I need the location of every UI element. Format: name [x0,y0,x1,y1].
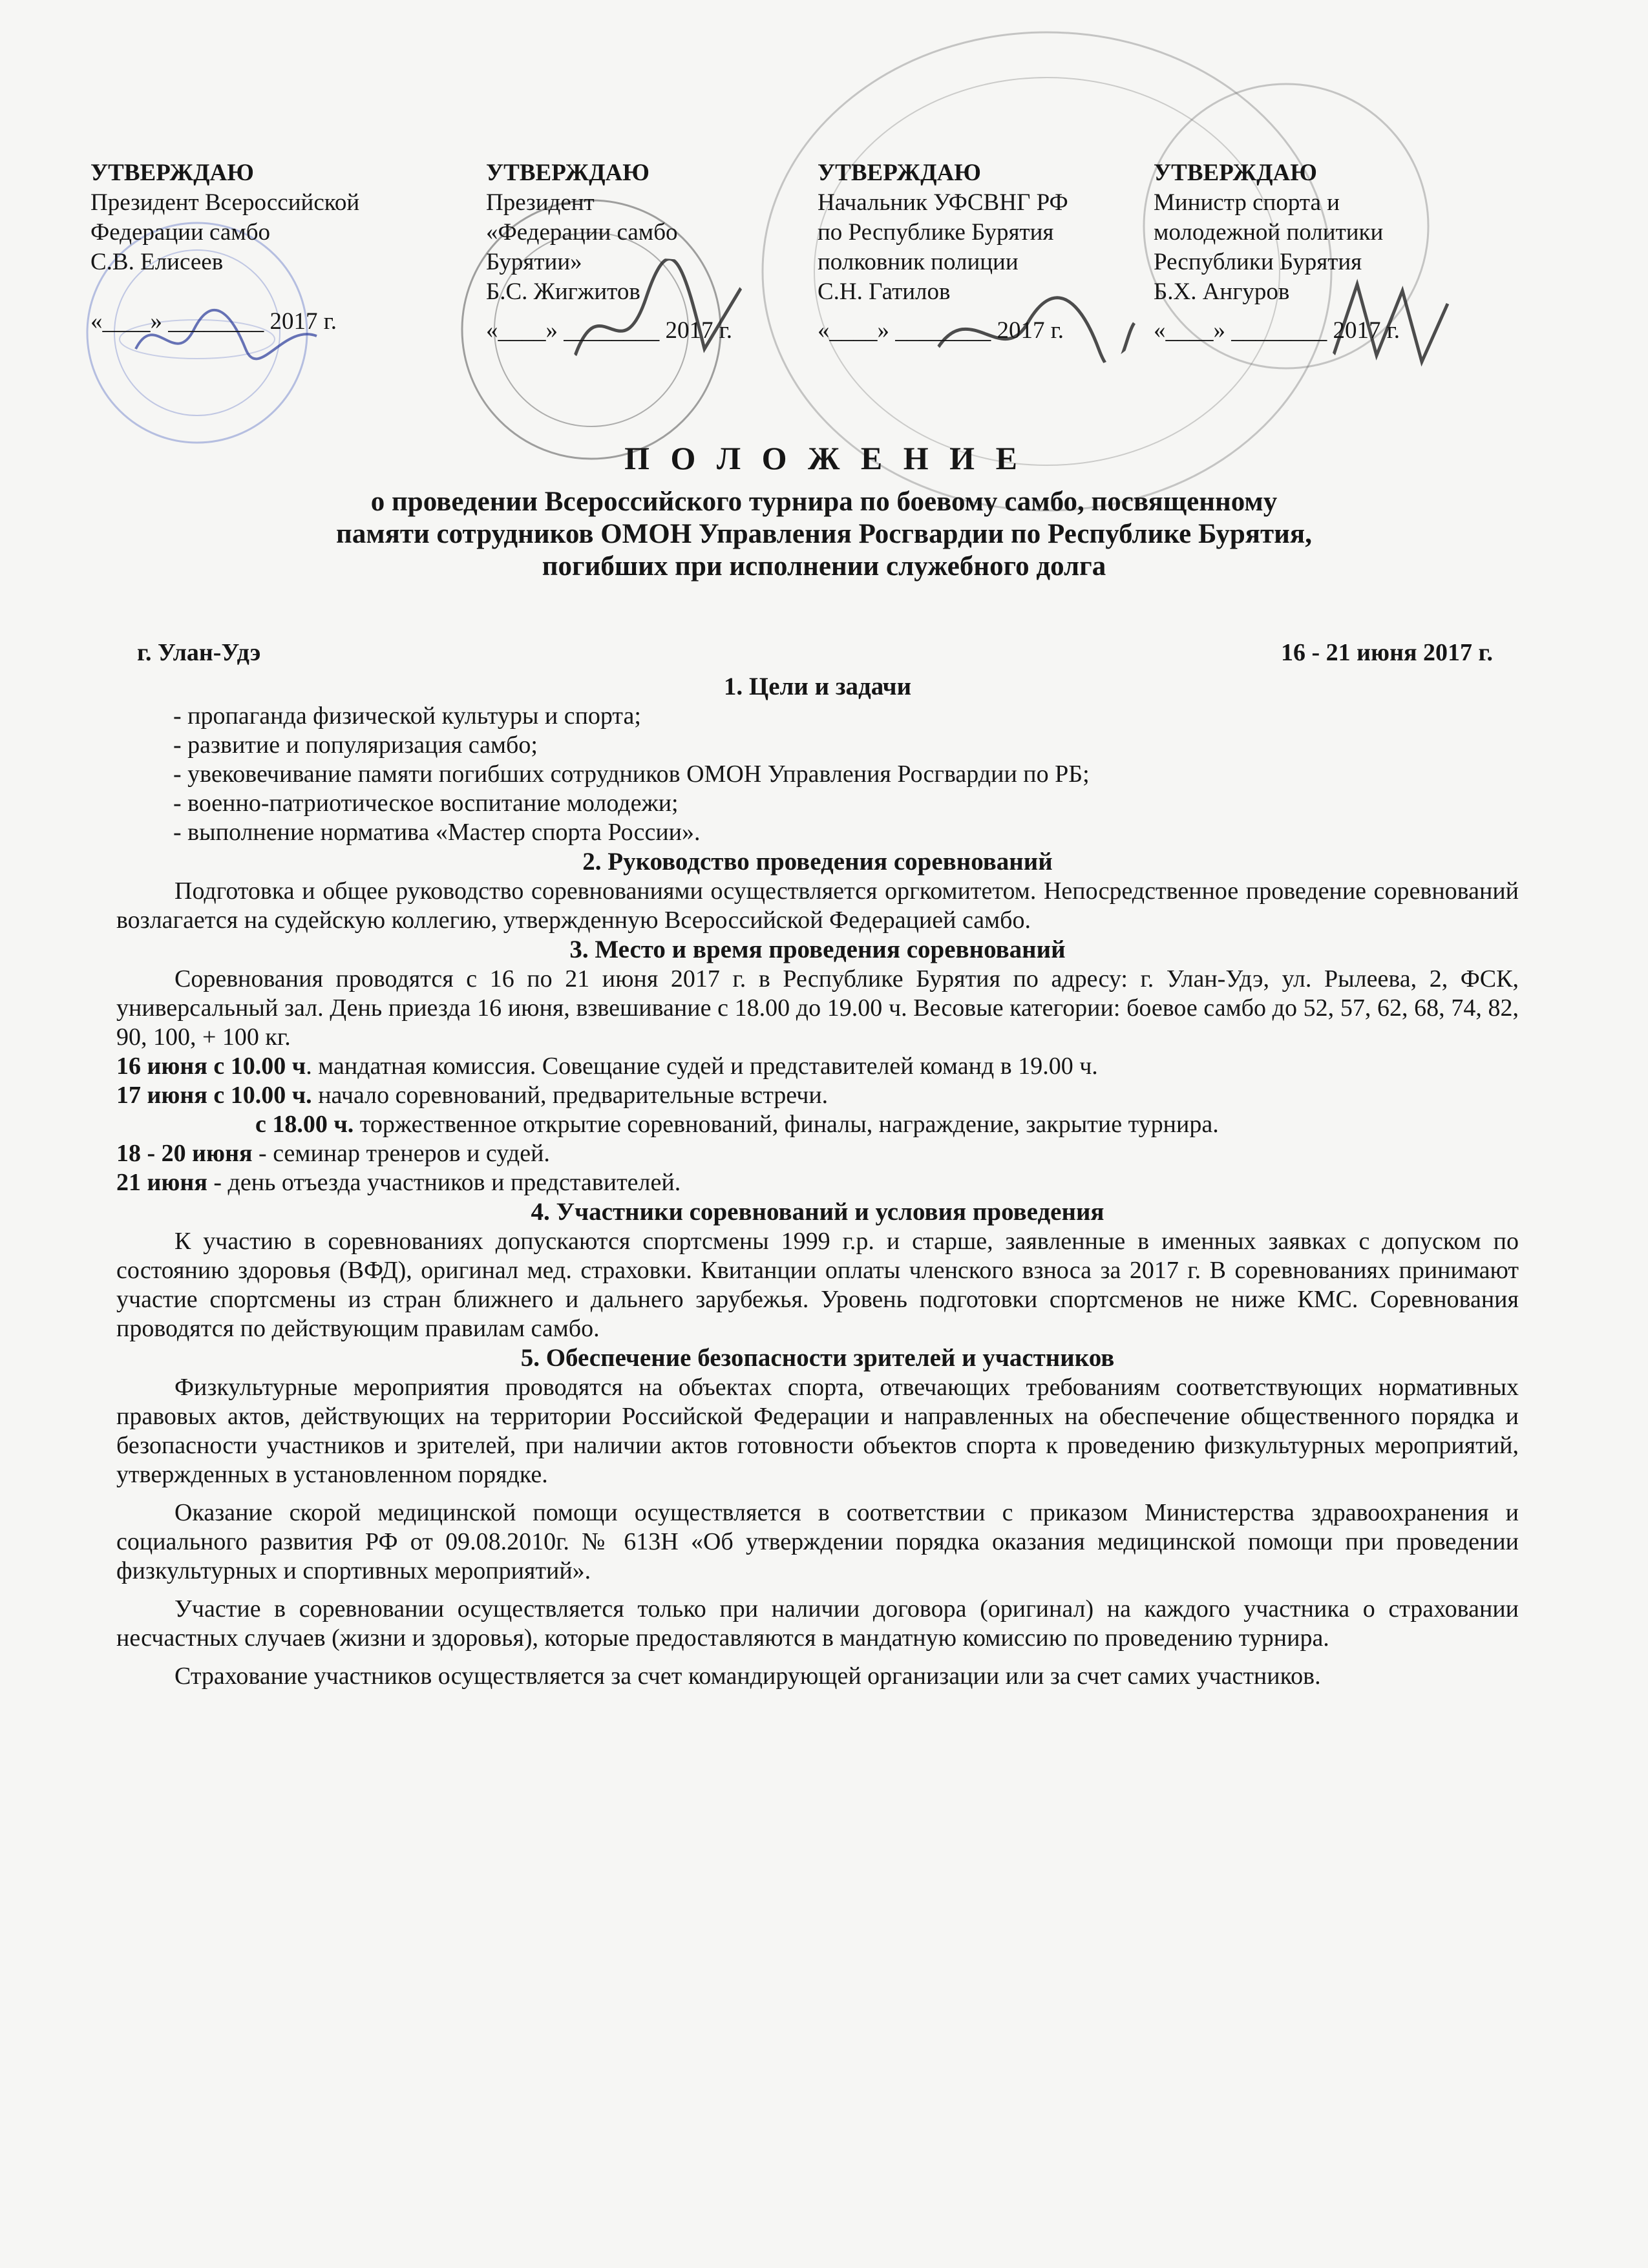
document-subtitle [0,486,1648,583]
approval-line: Федерации самбо [90,219,271,246]
subtitle-line: о проведении Всероссийского турнира по боевому самбо, посвященному [370,487,1278,517]
schedule-date: с 18.00 ч. [255,1111,354,1138]
approval-heading: УТВЕРЖДАЮ [90,160,254,186]
schedule-row [116,1052,1519,1081]
approval-line: по Республике Бурятия [818,219,1054,246]
approval-line: С.В. Елисеев [90,249,224,275]
schedule-row [116,1110,1519,1139]
schedule-row [116,1168,1519,1197]
approval-blocks [90,158,1461,397]
section-5-paragraph: Участие в соревновании осуществляется только при наличии договора (оригинал) на каждого участника о страховании несчастных случаев (жизни и здоровья), которые предоставляются в мандатную комиссию по проведению турнира. [116,1595,1519,1652]
document-title: П О Л О Ж Е Н И Е [624,440,1024,476]
section-3-heading: 3. Место и время проведения соревнований [569,936,1066,963]
goal-item: - увековечивание памяти погибших сотрудников ОМОН Управления Росгвардии по РБ; [173,761,1090,788]
approval-line: Б.Х. Ангуров [1154,278,1290,305]
approval-date-line: «____» ________ 2017 г. [1154,317,1400,344]
schedule-date: 18 - 20 июня [116,1140,253,1167]
section-2-heading: 2. Руководство проведения соревнований [582,848,1053,876]
approval-heading: УТВЕРЖДАЮ [1154,160,1317,186]
schedule-row [116,1081,1519,1110]
approval-line: Министр спорта и [1154,189,1340,216]
schedule-text: торжественное открытие соревнований, финалы, награждение, закрытие турнира. [354,1111,1219,1138]
approval-line: Республики Бурятия [1154,249,1362,275]
section-5-heading: 5. Обеспечение безопасности зрителей и участников [520,1344,1115,1372]
goal-item: - выполнение норматива «Мастер спорта России». [173,819,701,846]
approval-block-1 [90,158,359,337]
section-4-heading: 4. Участники соревнований и условия проведения [531,1198,1104,1226]
approval-block-3 [818,158,1068,346]
schedule-text: начало соревнований, предварительные встречи. [312,1082,829,1109]
approval-date-line: «____» ________ 2017 г. [90,308,337,335]
section-4-text: К участию в соревнованиях допускаются спортсмены 1999 г.р. и старше, заявленные в именных заявках с допуском по состоянию здоровья (ВФД), оригинал мед. страховки. Квитанции оплаты членского взноса за 2017 г. В соревнованиях принимают участие спортсмены из стран ближнего и дальнего зарубежья. Уровень подготовки спортсменов не ниже КМС. Соревнования проводятся по действующим правилам самбо. [116,1228,1519,1342]
section-1-heading: 1. Цели и задачи [723,673,912,700]
approval-line: Президент [486,189,595,216]
schedule-text: - семинар тренеров и судей. [252,1140,550,1167]
approval-signature-blank [90,277,359,307]
approval-line: молодежной политики [1154,219,1384,246]
schedule-text: . мандатная комиссия. Совещание судей и представителей команд в 19.00 ч. [306,1053,1098,1080]
goal-item: - пропаганда физической культуры и спорта; [173,702,641,730]
approval-line: «Федерации самбо [486,219,678,246]
goal-item: - военно-патриотическое воспитание молодежи; [173,790,679,817]
goal-item: - развитие и популяризация самбо; [173,731,538,759]
event-dates: 16 - 21 июня 2017 г. [1280,639,1493,666]
approval-block-2 [486,158,732,346]
schedule [116,1052,1519,1197]
approval-line: полковник полиции [818,249,1019,275]
section-2-text: Подготовка и общее руководство соревнованиями осуществляется оргкомитетом. Непосредственное проведение соревнований возлагается на судейскую коллегию, утвержденную Всероссийской Федерацией самбо. [116,877,1519,934]
subtitle-line: памяти сотрудников ОМОН Управления Росгвардии по Республике Бурятия, [336,519,1312,549]
schedule-date: 16 июня с 10.00 ч [116,1053,306,1080]
approval-line: С.Н. Гатилов [818,278,951,305]
section-5-paragraph: Физкультурные мероприятия проводятся на объектах спорта, отвечающих требованиям соответствующих нормативных правовых актов, действующих на территории Российской Федерации и направленных на обеспечение общественного порядка и безопасности участников и зрителей, при наличии актов готовности объектов спорта к проведению физкультурных мероприятий, утвержденных в установленном порядке. [116,1374,1519,1488]
section-3-text: Соревнования проводятся с 16 по 21 июня 2017 г. в Республике Бурятия по адресу: г. Улан-Удэ, ул. Рылеева, 2, ФСК, универсальный зал. День приезда 16 июня, взвешивание с 18.00 до 19.00 ч. Весовые категории: боевое самбо до 52, 57, 62, 68, 74, 82, 90, 100, + 100 кг. [116,965,1519,1051]
section-5-paragraph: Страхование участников осуществляется за счет командирующей организации или за счет самих участников. [174,1663,1321,1690]
schedule-text: - день отъезда участников и представителей. [207,1169,681,1196]
approval-block-4 [1154,158,1400,346]
approval-heading: УТВЕРЖДАЮ [486,160,650,186]
approval-date-line: «____» ________ 2017 г. [486,317,733,344]
schedule-date: 17 июня с 10.00 ч. [116,1082,312,1109]
approval-line: Президент Всероссийской [90,189,360,216]
section-5-paragraph: Оказание скорой медицинской помощи осуществляется в соответствии с приказом Министерства здравоохранения и социального развития РФ от 09.08.2010г. № 613Н «Об утверждении порядка оказания медицинской помощи при проведении физкультурных и спортивных мероприятий». [116,1499,1519,1584]
approval-line: Бурятии» [486,249,582,275]
approval-date-line: «____» ________ 2017 г. [818,317,1064,344]
subtitle-line: погибших при исполнении служебного долга [542,551,1106,582]
city-label: г. Улан-Удэ [137,639,261,666]
document-body [116,672,1519,1691]
approval-line: Б.С. Жигжитов [486,278,640,305]
schedule-date: 21 июня [116,1169,207,1196]
schedule-row [116,1139,1519,1168]
approval-heading: УТВЕРЖДАЮ [818,160,981,186]
approval-line: Начальник УФСВНГ РФ [818,189,1068,216]
